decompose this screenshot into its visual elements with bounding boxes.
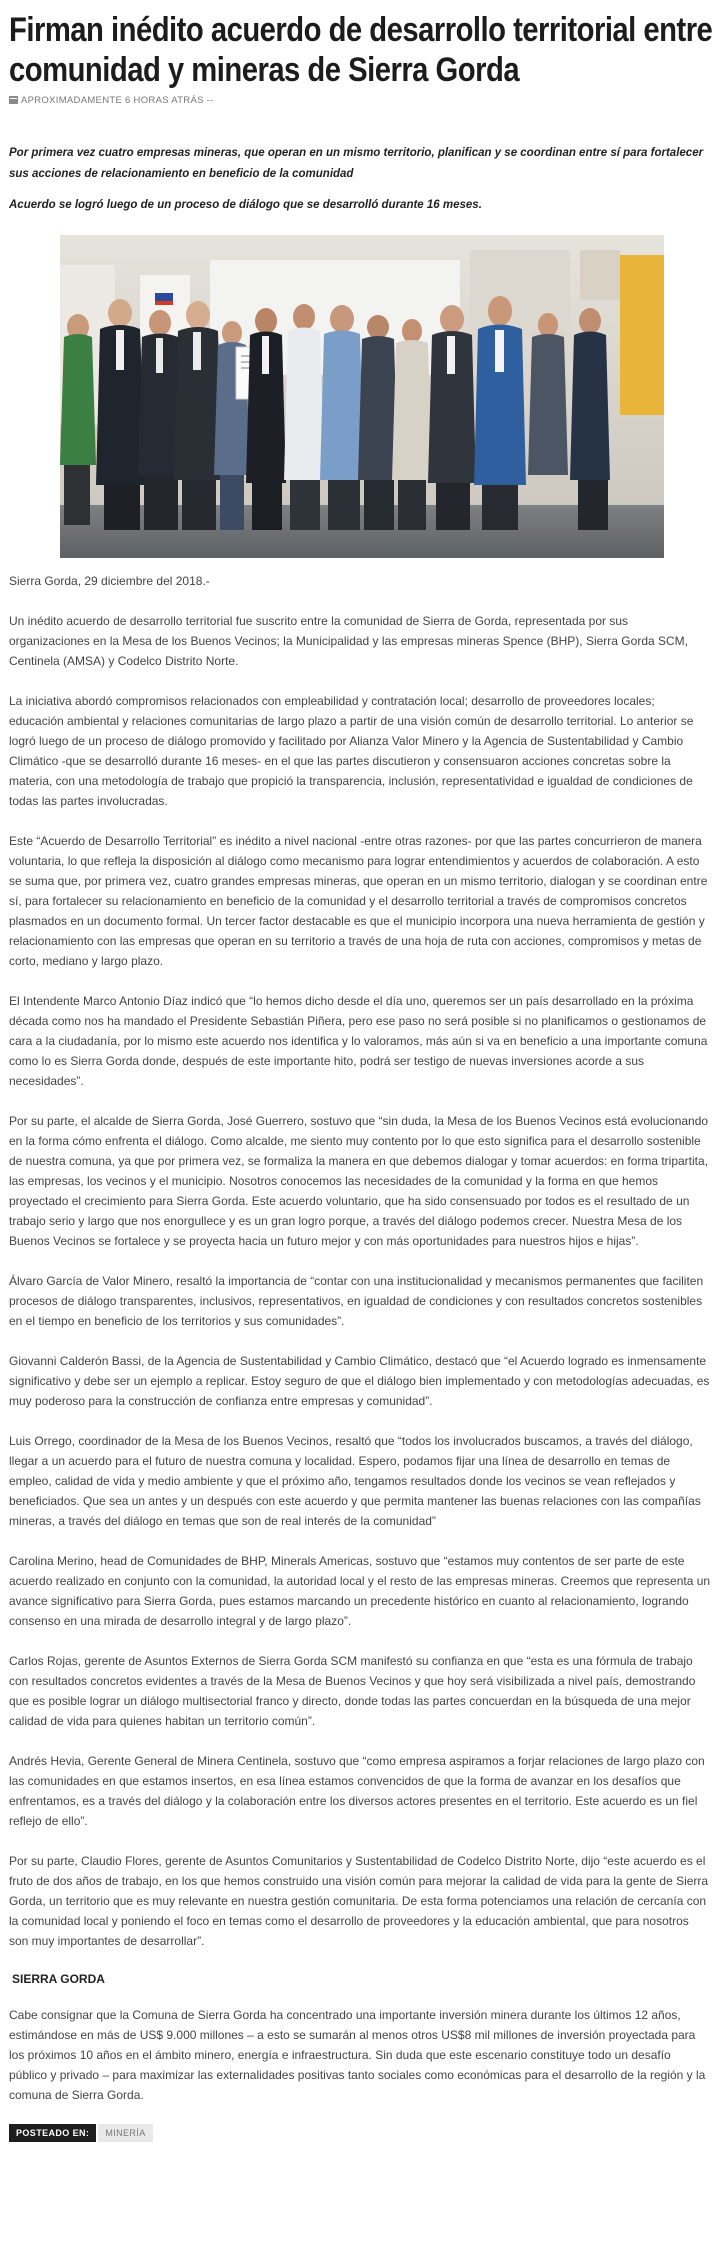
article-paragraph: Por su parte, el alcalde de Sierra Gorda, José Guerrero, sostuvo que “sin duda, la Mesa de los Buenos Vecinos está evolucionando en la forma cómo enfrenta el diálogo. Como alcalde, me siento muy contento por lo que esto significa para el desarrollo sostenible de nuestra comuna, ya que por primera vez, se formaliza la manera en que debemos dialogar y tomar acuerdos: en forma tripartita, las empresas, los vecinos y el municipio. Nosotros conocemos las necesidades de la comunidad y la forma en que hemos proyectado el crecimiento para Sierra Gorda. Este acuerdo voluntario, que ha sido consensuado por todos es el resultado de un trabajo serio y largo que nos enorgullece y es un gran logro porque, a través del diálogo podemos crecer. Nuestra Mesa de los Buenos Vecinos se fortalece y se proyecta hacia un futuro mejor y con más oportunidades para nuestros hijos e hijas”. <box>9 1114 709 1248</box>
article-photo[interactable] <box>60 235 664 558</box>
article-paragraph: Giovanni Calderón Bassi, de la Agencia de Sustentabilidad y Cambio Climático, destacó que “el Acuerdo logrado es inmensamente significativo y debe ser un ejemplo a replicar. Estoy seguro de que el diálogo bien implementado y con metodologías adecuadas, es muy poderoso para la construcción de confianza entre empresas y comunidad”. <box>9 1354 710 1408</box>
article-subtitle: Acuerdo se logró luego de un proceso de diálogo que se desarrolló durante 16 meses. <box>9 199 482 211</box>
article-paragraph: Carlos Rojas, gerente de Asuntos Externos de Sierra Gorda SCM manifestó su confianza en que “esta es una fórmula de trabajo con resultados concretos evidentes a través de la Mesa de Buenos Vecinos y que hoy será visibilizada a nivel país, demostrando que es posible lograr un diálogo multisectorial franco y directo, donde todas las partes concuerdan en la búsqueda de una mejor calidad de vida para quienes habitan un territorio común”. <box>9 1654 696 1728</box>
article-paragraph: El Intendente Marco Antonio Díaz indicó que “lo hemos dicho desde el día uno, queremos ser un país desarrollado en la próxima década como nos ha mandado el Presidente Sebastián Piñera, pero ese paso no será posible si no planificamos o gestionamos de cara a la ciudadanía, por lo mismo este acuerdo nos identifica y lo valoramos, más aún si va en beneficio a una importante comuna como lo es Sierra Gorda donde, después de este importante hito, podrá ser testigo de nuevas inversiones acorde a sus necesidades”. <box>9 994 708 1088</box>
article-paragraph: Este “Acuerdo de Desarrollo Territorial” es inédito a nivel nacional -entre otras razones- por que las partes concurrieron de manera voluntaria, lo que refleja la disposición al diálogo como mecanismo para lograr entendimientos y acuerdos de colaboración. A esto se suma que, por primera vez, cuatro grandes empresas mineras, que operan en un mismo territorio, dialogan y se coordinan entre sí, para fortalecer su relacionamiento en beneficio de la comunidad y el desarrollo territorial a través de compromisos concretos plasmados en un documento formal. Un tercer factor destacable es que el municipio incorpora una nueva herramienta de gestión y relacionamiento con las empresas que operan en su territorio a través de una hoja de ruta con acciones, compromisos y metas de corto, mediano y largo plazo. <box>9 834 708 968</box>
category-tag-mineria[interactable]: MINERÍA <box>98 2124 152 2142</box>
group-signing-photo-icon <box>60 235 664 558</box>
article-paragraph: Álvaro García de Valor Minero, resaltó la importancia de “contar con una institucionalidad y mecanismos permanentes que faciliten procesos de diálogo transparentes, inclusivos, representativos, en igualdad de condiciones y con resultados concretos sostenibles en el tiempo en beneficio de los territorios y sus comunidades”. <box>9 1274 704 1328</box>
calendar-icon <box>9 96 18 104</box>
article-dateline: Sierra Gorda, 29 diciembre del 2018.- <box>9 574 210 588</box>
article-paragraph: Cabe consignar que la Comuna de Sierra Gorda ha concentrado una importante inversión minera durante los últimos 12 años, estimándose en más de US$ 9.000 millones – a esto se sumarán al menos otros US$8 mil millones de inversión proyectada para los próximos 10 años en el ámbito minero, energía e infraestructura. Sin duda que este escenario constituye todo un desafío público y privado – para maximizar las externalidades positivas tanto sociales como económicas para el desarrollo de la región y la comuna de Sierra Gorda. <box>9 2008 706 2102</box>
article-title: Firman inédito acuerdo de desarrollo territorial entre comunidad y mineras de Sierra Gorda <box>9 11 713 89</box>
posted-in-label: POSTEADO EN: <box>9 2124 96 2142</box>
article-paragraph: Andrés Hevia, Gerente General de Minera Centinela, sostuvo que “como empresa aspiramos a forjar relaciones de largo plazo con las comunidades en que estamos insertos, en esa línea estamos convencidos de que la forma de avanzar en los desafíos que enfrentamos, es a través del diálogo y la colaboración entre los diversos actores presentes en el territorio. Este acuerdo es un fiel reflejo de ello”. <box>9 1754 705 1828</box>
article-lead: Por primera vez cuatro empresas mineras, que operan en un mismo territorio, planifican y se coordinan entre sí para fortalecer sus acciones de relacionamiento en beneficio de la comunidad <box>9 147 704 180</box>
article-timestamp: APROXIMADAMENTE 6 HORAS ATRÁS -- <box>21 94 214 106</box>
article-paragraph: Luis Orrego, coordinador de la Mesa de los Buenos Vecinos, resaltó que “todos los involucrados buscamos, a través del diálogo, llegar a un acuerdo para el futuro de nuestra comuna y localidad. Espero, podamos fijar una línea de desarrollo en temas de empleo, calidad de vida y medio ambiente y que el próximo año, tengamos resultados donde los vecinos se vean reflejados y beneficiados. Que sea un antes y un después con este acuerdo y que permita mantener las buenas relaciones con las compañías mineras, a través del diálogo en temas que son de real interés de la comunidad” <box>9 1434 701 1528</box>
article-paragraph: Un inédito acuerdo de desarrollo territorial fue suscrito entre la comunidad de Sierra de Gorda, representada por sus organizaciones en la Mesa de los Buenos Vecinos; la Municipalidad y las empresas mineras Spence (BHP), Sierra Gorda SCM, Centinela (AMSA) y Codelco Distrito Norte. <box>9 614 688 668</box>
article-paragraph: Carolina Merino, head de Comunidades de BHP, Minerals Americas, sostuvo que “estamos muy contentos de ser parte de este acuerdo realizado en conjunto con la comunidad, la autoridad local y el resto de las empresas mineras. Creemos que representa un avance significativo para Sierra Gorda, pues estamos marcando un precedente histórico en cuanto al relacionamiento, logrando consenso en una mirada de desarrollo integral y de largo plazo”. <box>9 1554 711 1628</box>
post-categories <box>9 2123 713 2143</box>
article-meta <box>9 93 713 107</box>
article-paragraph: La iniciativa abordó compromisos relacionados con empleabilidad y contratación local; desarrollo de proveedores locales; educación ambiental y relaciones comunitarias de largo plazo a partir de una visión común de desarrollo territorial. Lo anterior se logró luego de un proceso de diálogo promovido y facilitado por Alianza Valor Minero y la Agencia de Sustentabilidad y Cambio Climático -que se desarrolló durante 16 meses- en el que las partes discutieron y consensuaron acciones concretas sobre la materia, con una metodología de trabajo que propició la transparencia, inclusión, representatividad e igualdad de condiciones de todas las partes involucradas. <box>9 694 694 808</box>
section-heading: SIERRA GORDA <box>12 1972 105 1986</box>
article-paragraph: Por su parte, Claudio Flores, gerente de Asuntos Comunitarios y Sustentabilidad de Codelco Distrito Norte, dijo “este acuerdo es el fruto de dos años de trabajo, en los que hemos construido una visión común para mejorar la calidad de vida para la gente de Sierra Gorda, un territorio que es muy relevante en nuestra gestión comunitaria. De esta forma potenciamos una relación de cercanía con la comunidad local y poniendo el foco en temas como el desarrollo de proveedores y la educación ambiental, que para nosotros son muy importantes de desarrollar”. <box>9 1854 709 1948</box>
